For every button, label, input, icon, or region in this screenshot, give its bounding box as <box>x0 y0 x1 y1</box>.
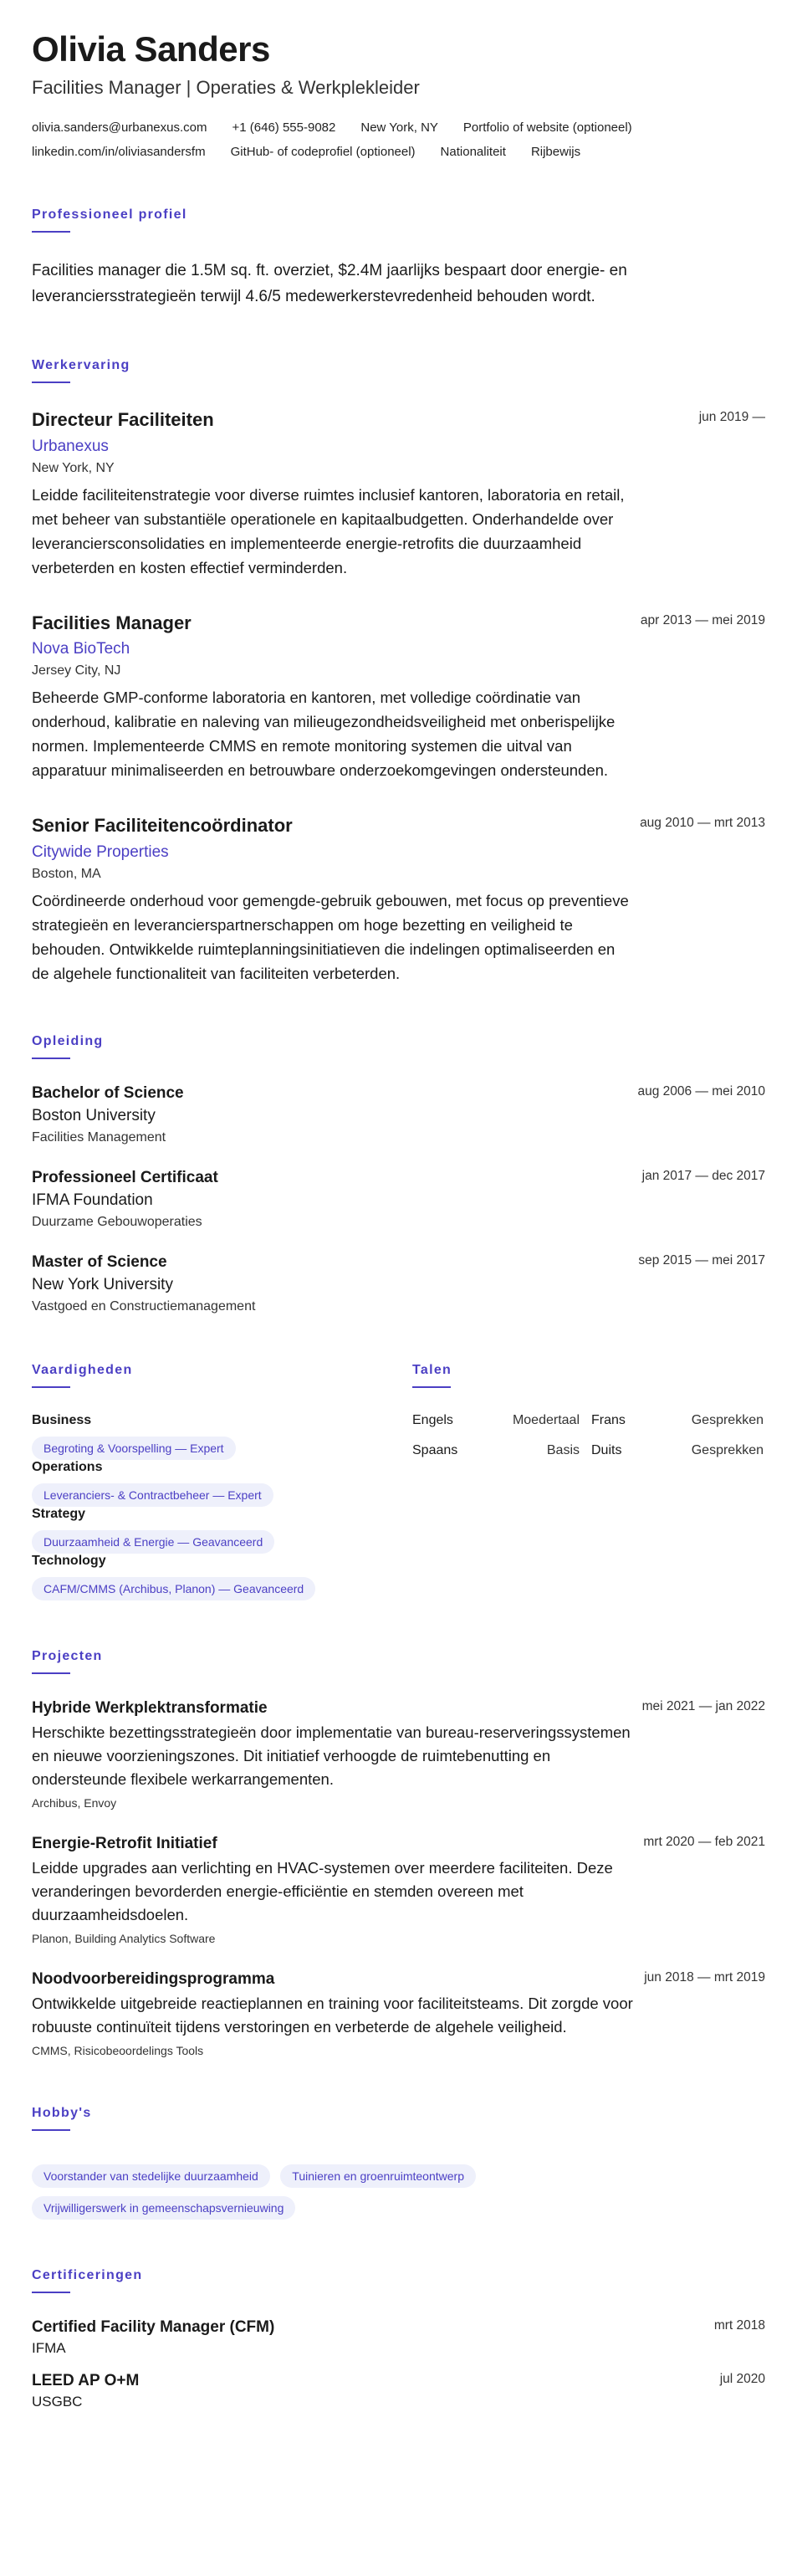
contact-drivers-license: Rijbewijs <box>530 145 581 160</box>
contact-nationality: Nationaliteit <box>440 145 506 160</box>
certification-issuer: USGBC <box>32 2393 83 2410</box>
job-description: Beheerde GMP-conforme laboratoria en kantoren, met volledige coördinatie van onderhoud, kalibratie en naleving van milieugezondheidsveiligheid met onberispelijke normen. Implementeerde CMMS en remote monitoring systemen die uitval van apparatuur minimaliseerden en betrouwbare onderzoekomgevingen ondersteunden. <box>32 689 616 780</box>
project-description: Herschikte bezettingsstrategieën door implementatie van bureau-reserveringssystemen en nieuwe voorzieningszones. Dit initiatief verhoogde de ruimtebenutting en ondersteunde flexibele werkarrangementen. <box>32 1723 631 1788</box>
section-title: Certificeringen <box>32 2267 143 2282</box>
job-title: Directeur Faciliteiten <box>32 409 214 431</box>
certifications-section <box>32 2268 765 2410</box>
education-date: jan 2017 — dec 2017 <box>641 1168 765 1183</box>
skill-category: Operations <box>32 1459 103 1474</box>
project-title: Hybride Werkplektransformatie <box>32 1698 268 1717</box>
candidate-headline: Facilities Manager | Operaties & Werkplekleider <box>32 77 420 99</box>
education-date: sep 2015 — mei 2017 <box>638 1252 765 1268</box>
section-divider <box>32 1672 70 1674</box>
certification-date: mrt 2018 <box>713 2317 765 2333</box>
contact-linkedin: linkedin.com/in/oliviasandersfm <box>32 145 206 160</box>
company-name: Nova BioTech <box>32 640 130 658</box>
company-name: Citywide Properties <box>32 842 169 861</box>
contact-list <box>32 120 759 159</box>
hobby-chip: Tuinieren en groenruimteontwerp <box>280 2164 476 2188</box>
field-of-study: Duurzame Gebouwoperaties <box>32 1214 202 1229</box>
contact-phone: +1 (646) 555-9082 <box>232 120 336 136</box>
skill-group <box>32 1413 412 1460</box>
education-entry <box>32 1169 765 1230</box>
skill-chip: Begroting & Voorspelling — Expert <box>32 1437 236 1460</box>
section-title: Vaardigheden <box>32 1362 133 1377</box>
hobby-chip: Voorstander van stedelijke duurzaamheid <box>32 2164 270 2188</box>
language-name: Duits <box>591 1442 622 1457</box>
education-section <box>32 1034 765 1314</box>
profile-section <box>32 207 765 310</box>
languages-section <box>412 1363 764 1600</box>
section-title: Projecten <box>32 1648 103 1663</box>
project-date: jun 2018 — mrt 2019 <box>644 1969 765 1984</box>
skill-category: Strategy <box>32 1506 86 1521</box>
section-divider <box>32 231 70 233</box>
experience-entry <box>32 612 765 783</box>
skill-chip: Duurzaamheid & Energie — Geavanceerd <box>32 1530 274 1554</box>
section-divider <box>32 1058 70 1059</box>
education-entry <box>32 1253 765 1314</box>
skills-languages-row <box>32 1363 765 1600</box>
skill-category: Technology <box>32 1553 106 1568</box>
project-description: Ontwikkelde uitgebreide reactieplannen en training voor faciliteitsteams. Dit zorgde voor robuuste continuïteit tijdens verstoringen en verbeterde de algehele veiligheid. <box>32 1994 633 2036</box>
project-entry <box>32 1699 765 1810</box>
institution: New York University <box>32 1275 173 1293</box>
project-date: mrt 2020 — feb 2021 <box>643 1834 765 1849</box>
language-level: Gesprekken <box>691 1442 764 1457</box>
section-title: Hobby's <box>32 2105 92 2120</box>
job-location: Boston, MA <box>32 866 101 881</box>
certification-issuer: IFMA <box>32 2339 66 2356</box>
experience-section <box>32 358 765 986</box>
language-level: Moedertaal <box>512 1412 580 1427</box>
degree: Master of Science <box>32 1252 167 1271</box>
resume-header <box>32 30 765 159</box>
language-name: Spaans <box>412 1442 458 1457</box>
project-tools: CMMS, Risicobeoordelings Tools <box>32 2043 204 2057</box>
institution: Boston University <box>32 1106 156 1124</box>
section-divider <box>32 382 70 383</box>
job-description: Leidde faciliteitenstrategie voor diverse ruimtes inclusief kantoren, laboratoria en retail, met beheer van substantiële operationele en kapitaalbudgetten. Onderhandelde over leveranciersconsolidaties en implementeerde energie-retrofits die duurzaamheid verbeterden en kosten effectief verminderden. <box>32 485 625 576</box>
institution: IFMA Foundation <box>32 1191 153 1209</box>
experience-entry <box>32 814 765 986</box>
candidate-name: Olivia Sanders <box>32 29 270 69</box>
certification-name: Certified Facility Manager (CFM) <box>32 2317 275 2336</box>
certification-entry <box>32 2372 765 2410</box>
project-title: Noodvoorbereidingsprogramma <box>32 1969 275 1988</box>
degree: Professioneel Certificaat <box>32 1168 218 1186</box>
job-title: Facilities Manager <box>32 612 192 633</box>
project-tools: Planon, Building Analytics Software <box>32 1931 216 1945</box>
job-date: apr 2013 — mei 2019 <box>640 612 765 627</box>
hobbies-section <box>32 2106 765 2220</box>
language-name: Frans <box>591 1412 626 1427</box>
section-divider <box>412 1386 451 1388</box>
skill-chip: Leveranciers- & Contractbeheer — Expert <box>32 1483 273 1507</box>
certification-entry <box>32 2318 765 2357</box>
section-title: Talen <box>412 1362 452 1377</box>
field-of-study: Vastgoed en Constructiemanagement <box>32 1298 256 1314</box>
contact-github: GitHub- of codeprofiel (optioneel) <box>230 145 416 160</box>
skill-category: Business <box>32 1412 92 1427</box>
projects-section <box>32 1649 765 2057</box>
hobby-list <box>32 2156 550 2220</box>
skill-group <box>32 1507 412 1554</box>
section-title: Opleiding <box>32 1033 104 1048</box>
job-title: Senior Faciliteitencoördinator <box>32 815 293 837</box>
language-list <box>412 1413 764 1458</box>
skill-group <box>32 1460 412 1507</box>
field-of-study: Facilities Management <box>32 1129 166 1145</box>
section-title: Professioneel profiel <box>32 207 187 223</box>
skills-section <box>32 1363 412 1600</box>
education-date: aug 2006 — mei 2010 <box>637 1083 765 1099</box>
skill-chip: CAFM/CMMS (Archibus, Planon) — Geavanceerd <box>32 1577 315 1600</box>
job-date: jun 2019 — <box>698 410 765 425</box>
company-name: Urbanexus <box>32 437 109 455</box>
degree: Bachelor of Science <box>32 1083 184 1102</box>
language-level: Basis <box>546 1442 580 1457</box>
project-entry <box>32 1835 765 1945</box>
certification-name: LEED AP O+M <box>32 2371 140 2389</box>
education-entry <box>32 1084 765 1145</box>
project-description: Leidde upgrades aan verlichting en HVAC-systemen over meerdere faciliteiten. Deze veranderingen bevorderden energie-efficiëntie en stemden overeen met duurzaamheidsdoelen. <box>32 1858 613 1923</box>
contact-portfolio: Portfolio of website (optioneel) <box>462 120 632 136</box>
project-entry <box>32 1970 765 2057</box>
experience-entry <box>32 408 765 580</box>
section-title: Werkervaring <box>32 358 130 373</box>
project-tools: Archibus, Envoy <box>32 1795 117 1810</box>
contact-location: New York, NY <box>360 120 438 136</box>
contact-email: olivia.sanders@urbanexus.com <box>32 120 207 136</box>
job-location: Jersey City, NJ <box>32 663 121 679</box>
job-location: New York, NY <box>32 460 115 475</box>
certification-date: jul 2020 <box>719 2371 765 2386</box>
hobby-chip: Vrijwilligerswerk in gemeenschapsvernieuwing <box>32 2196 295 2220</box>
language-level: Gesprekken <box>691 1412 764 1427</box>
job-description: Coördineerde onderhoud voor gemengde-gebruik gebouwen, met focus op preventieve strategieën en leverancierspartnerschappen om hoge bezetting en veiligheid te behouden. Ontwikkelde ruimteplanningsinitiatieven die indelingen optimaliseerden en de algehele functionaliteit van faciliteiten verbeterden. <box>32 891 629 982</box>
skill-group <box>32 1554 412 1600</box>
language-name: Engels <box>412 1412 453 1427</box>
profile-summary: Facilities manager die 1.5M sq. ft. overziet, $2.4M jaarlijks bespaart door energie- en leveranciersstrategieën terwijl 4.6/5 medewerkerstevredenheid behouden wordt. <box>32 262 627 306</box>
project-title: Energie-Retrofit Initiatief <box>32 1834 217 1852</box>
section-divider <box>32 2292 70 2293</box>
section-divider <box>32 2129 70 2131</box>
job-date: aug 2010 — mrt 2013 <box>640 816 765 831</box>
project-date: mei 2021 — jan 2022 <box>641 1698 765 1713</box>
section-divider <box>32 1386 70 1388</box>
